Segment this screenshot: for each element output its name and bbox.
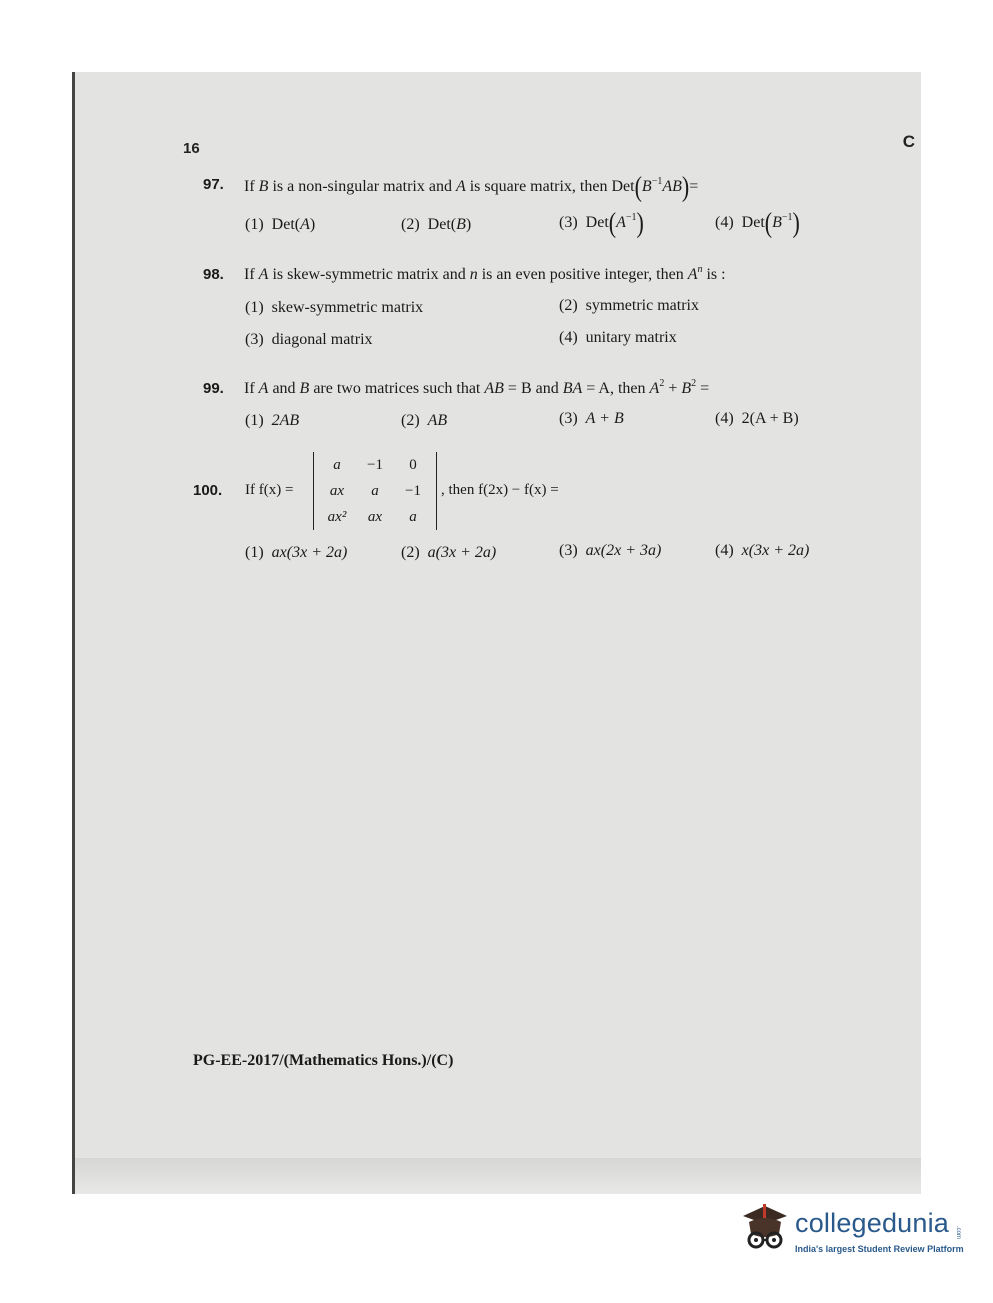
question-number: 100. (193, 482, 223, 499)
option-97-3[interactable]: (3) $Det(A^{-1})$ (559, 206, 644, 239)
graduate-mascot-icon (735, 1200, 793, 1258)
scanned-page (72, 72, 921, 1194)
determinant-matrix (313, 452, 437, 530)
series-code: C (902, 132, 915, 151)
option-98-3[interactable]: (3) diagonal matrix (245, 331, 373, 348)
option-97-4[interactable]: (4) $Det(B^{-1})$ (715, 206, 800, 239)
option-100-3[interactable]: (3) ax(2x + 3a) (559, 542, 662, 559)
option-98-2[interactable]: (2) symmetric matrix (559, 297, 699, 314)
question-number: 98. (203, 266, 224, 283)
matrix-cell: a (333, 456, 341, 473)
scan-edge (75, 1158, 921, 1194)
question-number: 97. (203, 176, 224, 193)
question-100 (193, 452, 693, 532)
matrix-cell: ax (367, 508, 383, 525)
matrix-row (318, 504, 432, 530)
matrix-cell: −1 (405, 482, 421, 499)
option-99-1[interactable]: (1) 2AB (245, 412, 300, 429)
option-99-4[interactable]: (4) 2(A + B) (715, 410, 799, 427)
question-number: 99. (203, 380, 224, 397)
matrix-cell: a (371, 482, 379, 499)
option-100-1[interactable]: (1) ax(3x + 2a) (245, 544, 348, 561)
brand-name: collegedunia (795, 1208, 950, 1238)
matrix-row (318, 452, 432, 478)
option-100-4[interactable]: (4) x(3x + 2a) (715, 542, 810, 559)
option-98-4[interactable]: (4) unitary matrix (559, 329, 677, 346)
question-text: If A is skew-symmetric matrix and n is an even positive integer, then $A^n$ is : (244, 264, 726, 283)
option-99-2[interactable]: (2) AB (401, 412, 448, 429)
brand-logo-block[interactable] (735, 1200, 965, 1270)
option-100-2[interactable]: (2) a(3x + 2a) (401, 544, 497, 561)
option-97-2[interactable]: (2) Det(B) (401, 216, 472, 233)
matrix-cell: ax² (327, 508, 347, 525)
matrix-cell: ax (329, 482, 345, 499)
option-99-3[interactable]: (3) A + B (559, 410, 624, 427)
option-97-1[interactable]: (1) Det(A) (245, 216, 316, 233)
option-98-1[interactable]: (1) skew-symmetric matrix (245, 299, 424, 316)
question-rhs: , then f(2x) − f(x) = (441, 482, 559, 498)
brand-domain: .com (955, 1226, 961, 1240)
matrix-row (318, 478, 432, 504)
question-text: If B is a non-singular matrix and A is square matrix, then $Det(B^{-1}AB)=$ (244, 170, 699, 203)
question-text: If A and B are two matrices such that AB = B and BA = A, then $A^2 + B^2$ = (244, 378, 710, 397)
page-number: 16 (183, 140, 200, 157)
paper-code: PG-EE-2017/(Mathematics Hons.)/(C) (193, 1052, 454, 1069)
question-lhs: If f(x) = (245, 482, 294, 498)
brand-tagline: India's largest Student Review Platform (795, 1244, 964, 1254)
matrix-cell: a (409, 508, 417, 525)
matrix-cell: 0 (409, 456, 417, 473)
matrix-cell: −1 (367, 456, 383, 473)
